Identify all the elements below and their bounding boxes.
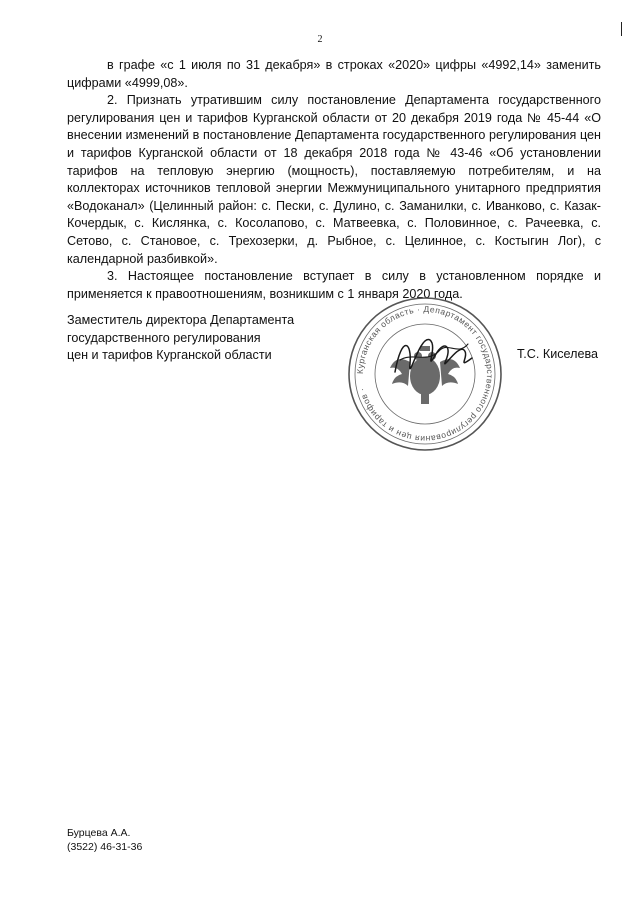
document-body: [67, 57, 601, 303]
seal-text-path: Курганская область · Департамент государственного регулирования цен и тарифов ·: [354, 303, 496, 445]
executor-name: Бурцева А.А.: [67, 827, 131, 839]
paragraph-1: в графе «с 1 июля по 31 декабря» в строках «2020» цифры «4992,14» заменить цифрами «4999,08».: [67, 58, 601, 90]
coat-of-arms-icon: [390, 346, 460, 404]
paragraph-3: 3. Настоящее постановление вступает в силу в установленном порядке и применяется к правоотношениям, возникшим с 1 января 2020 года.: [67, 269, 601, 301]
executor-block: [67, 826, 142, 854]
executor-phone: (3522) 46-31-36: [67, 841, 143, 853]
official-seal-stamp: [340, 294, 510, 454]
page-number: 2: [317, 34, 323, 45]
signatory-position: [67, 312, 294, 365]
signatory-position-line: Заместитель директора Департамента: [67, 313, 295, 327]
signatory-position-line: цен и тарифов Курганской области: [67, 348, 272, 363]
paragraph-2: 2. Признать утратившим силу постановление Департамента государственного регулирования цен и тарифов Курганской области от 20 декабря 2019 года № 45-44 «О внесении изменений в постановление Департамента государственного регулирования цен и тарифов Курганской области от 18 декабря 2018 года № 43-46 «Об установлении тарифов на тепловую энергию (мощность), поставляемую потребителям, и на коллекторах источников тепловой энергии Межмуниципального унитарного предприятия «Водоканал» (Целинный район: с. Пески, с. Дулино, с. Заманилки, с. Иванково, с. Казак-Кочердык, с. Кислянка, с. Косолапово, с. Матвеевка, с. Половинное, с. Рачеевка, с. Сетово, с. Становое, с. Трехозерки, д. Рыбное, с. Целинное, с. Костыгин Лог), с календарной разбивкой».: [67, 93, 601, 266]
signatory-name: Т.С. Киселева: [517, 347, 599, 361]
signatory-position-line: государственного регулирования: [67, 330, 261, 345]
